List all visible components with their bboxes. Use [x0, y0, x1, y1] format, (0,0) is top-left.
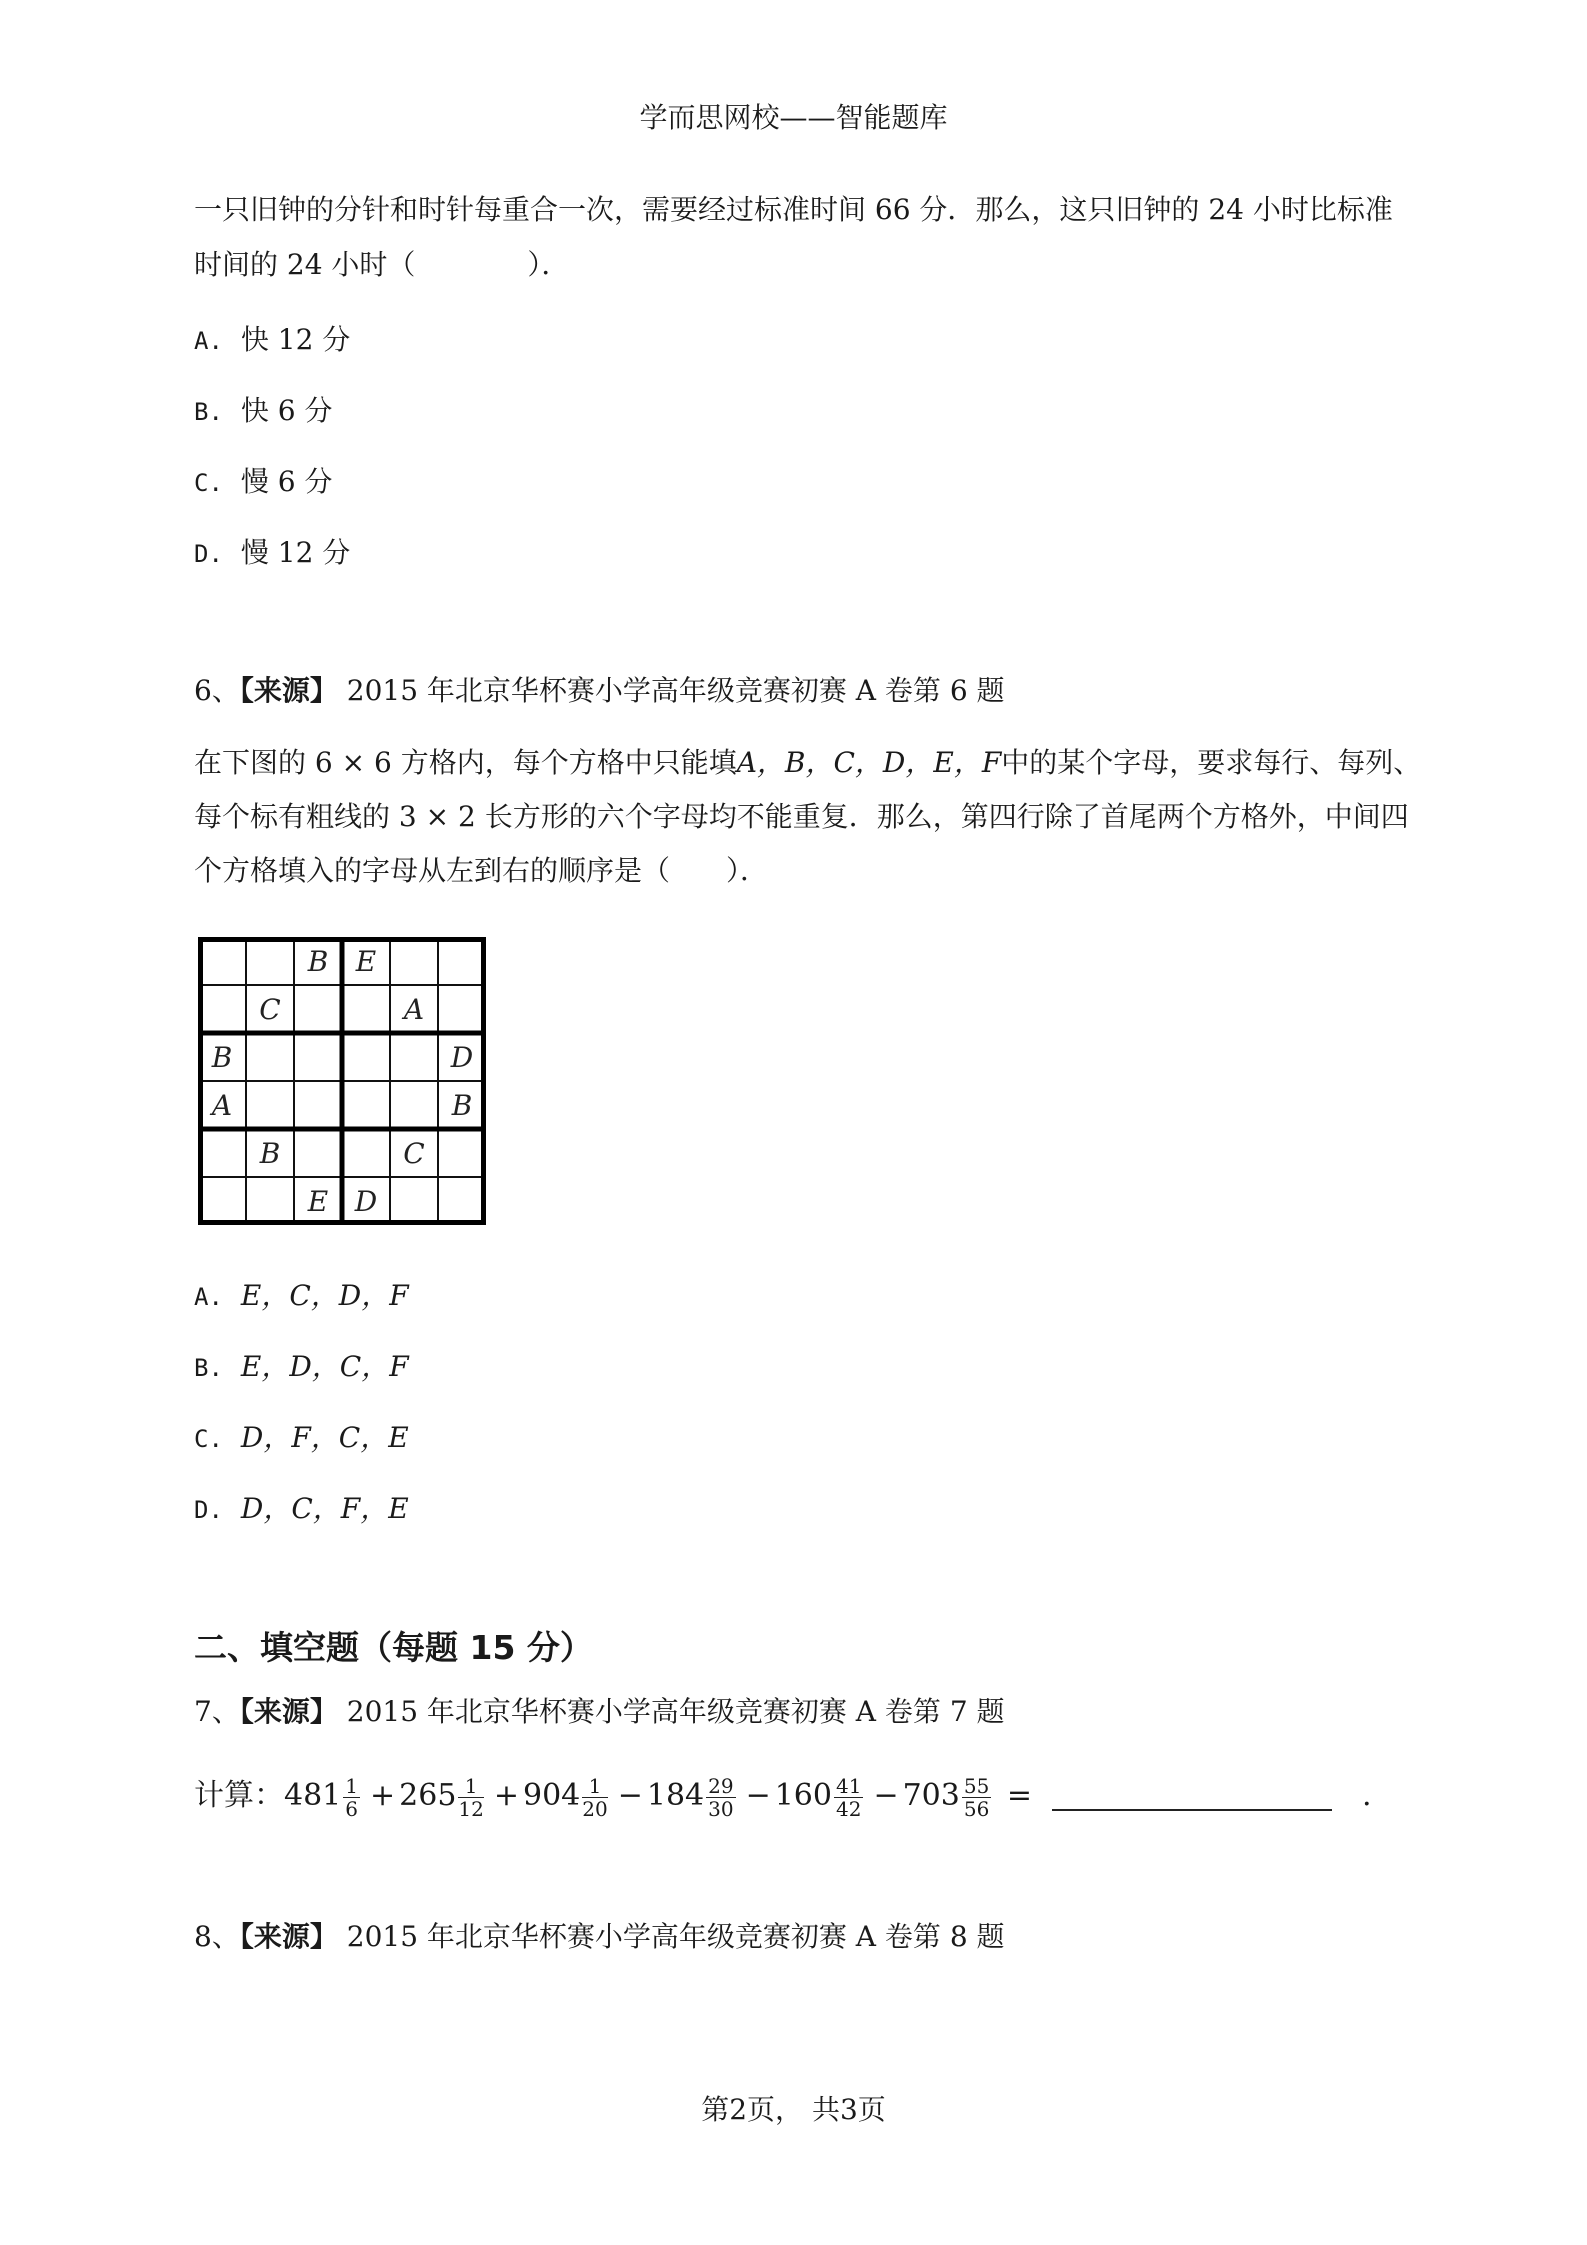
operator: − — [745, 1778, 771, 1813]
grid-cell — [391, 938, 437, 984]
grid-cell — [391, 1034, 437, 1080]
fraction-denominator: 56 — [963, 1796, 990, 1821]
fraction — [582, 1775, 607, 1820]
fraction-numerator: 1 — [458, 1775, 483, 1798]
grid-cell — [295, 1034, 341, 1080]
operator: − — [873, 1778, 899, 1813]
answer-blank[interactable] — [1052, 1783, 1332, 1811]
fraction-numerator: 41 — [835, 1773, 862, 1798]
grid-cell: E — [307, 1184, 329, 1218]
option-text: 快 12 分 — [240, 323, 351, 356]
grid-cell — [343, 1034, 389, 1080]
option-label: B. — [194, 1354, 223, 1382]
q8-source-tag: 【来源】 — [239, 1920, 338, 1953]
grid-cell — [199, 1130, 245, 1176]
q5-stem-line1: 一只旧钟的分针和时针每重合一次，需要经过标准时间 66 分．那么，这只旧钟的 24 小时比标准 — [194, 193, 1393, 226]
q8-number: 8、 — [194, 1920, 240, 1953]
operator: − — [617, 1778, 643, 1813]
grid-cell: C — [259, 992, 281, 1026]
grid-cell: B — [451, 1088, 473, 1122]
operator: + — [370, 1778, 396, 1813]
q6-source: 2015 年北京华杯赛小学高年级竞赛初赛 A 卷第 6 题 — [346, 674, 1005, 707]
grid-cell — [199, 986, 245, 1032]
mixed-number-whole: 184 — [646, 1778, 705, 1813]
fraction — [962, 1775, 991, 1820]
fraction — [458, 1775, 483, 1820]
option-text: 慢 12 分 — [240, 536, 351, 569]
grid-cell — [343, 1082, 389, 1128]
fraction — [834, 1775, 863, 1820]
fraction-numerator: 55 — [963, 1773, 990, 1798]
q7-terms — [284, 1773, 997, 1821]
option-label: D. — [194, 1496, 223, 1524]
grid-cell: D — [354, 1184, 378, 1218]
option-text: E，C，D，F — [240, 1279, 409, 1312]
option-text: 慢 6 分 — [240, 465, 333, 498]
q7-source-line — [194, 1692, 1005, 1732]
q7-expression — [194, 1770, 1372, 1820]
q7-end: . — [1361, 1778, 1372, 1813]
option-text: E，D，C，F — [240, 1350, 409, 1383]
operator: + — [493, 1778, 519, 1813]
page-header-title: 学而思网校——智能题库 — [639, 101, 948, 134]
option-text: 快 6 分 — [240, 394, 333, 427]
q6-option-c[interactable] — [194, 1416, 409, 1456]
fraction — [343, 1775, 360, 1820]
mixed-number-whole: 904 — [523, 1778, 581, 1813]
q6-stem-line2: 每个标有粗线的 3 × 2 长方形的六个字母均不能重复．那么，第四行除了首尾两个方格外，中间四 — [194, 800, 1409, 833]
grid-cell — [247, 1178, 293, 1224]
grid-cell — [295, 1130, 341, 1176]
q8-source: 2015 年北京华杯赛小学高年级竞赛初赛 A 卷第 8 题 — [346, 1920, 1005, 1953]
q6-stem-line1-a: 在下图的 6 × 6 方格内，每个方格中只能填 — [194, 746, 737, 779]
q6-stem-line3: 个方格填入的字母从左到右的顺序是（ ）． — [194, 854, 769, 887]
grid-cell — [295, 986, 341, 1032]
q7-equals: = — [1006, 1778, 1032, 1813]
q6-number: 6、 — [194, 674, 240, 707]
q7-prefix: 计算： — [194, 1778, 284, 1813]
grid-cell — [343, 986, 389, 1032]
q5-option-c[interactable] — [194, 460, 333, 500]
fraction-denominator: 42 — [835, 1796, 862, 1821]
grid-cell — [199, 1178, 245, 1224]
grid-cell — [439, 1130, 485, 1176]
grid-cell — [391, 1178, 437, 1224]
mixed-number-whole: 481 — [284, 1778, 342, 1813]
option-label: A. — [194, 1283, 223, 1311]
page-footer-number: 第2页， 共3页 — [701, 2093, 886, 2126]
q6-source-line — [194, 671, 1005, 711]
mixed-number-whole: 703 — [902, 1778, 960, 1813]
q6-option-a[interactable] — [194, 1274, 409, 1314]
fraction-numerator: 1 — [582, 1775, 607, 1798]
option-label: A. — [194, 327, 223, 355]
grid-cell — [247, 938, 293, 984]
section-title: 二、填空题（每题 15 分） — [194, 1628, 593, 1667]
fraction-numerator: 29 — [708, 1773, 734, 1798]
q6-stem-line1 — [194, 743, 1421, 783]
fraction-numerator: 1 — [345, 1773, 358, 1798]
grid-cell: E — [355, 944, 377, 978]
fraction-denominator: 30 — [708, 1796, 734, 1821]
q5-option-b[interactable] — [194, 389, 333, 429]
grid-cell: B — [211, 1040, 233, 1074]
grid-cell: D — [450, 1040, 474, 1074]
grid-cell: B — [307, 944, 329, 978]
grid-cell: B — [259, 1136, 281, 1170]
mixed-number-whole: 160 — [774, 1778, 832, 1813]
q6-option-d[interactable] — [194, 1487, 409, 1527]
fraction-denominator: 12 — [458, 1796, 484, 1821]
fraction — [706, 1775, 735, 1820]
grid-cell — [343, 1130, 389, 1176]
grid-cell — [439, 938, 485, 984]
mixed-number-whole: 265 — [399, 1778, 457, 1813]
q6-source-tag: 【来源】 — [239, 674, 338, 707]
grid-cell: C — [403, 1136, 425, 1170]
q5-stem-line2: 时间的 24 小时（ ）． — [194, 248, 570, 281]
q5-option-a[interactable] — [194, 318, 350, 358]
q6-stem-letters: A，B，C，D，E，F — [736, 746, 1002, 779]
q6-option-b[interactable] — [194, 1345, 409, 1385]
fraction-denominator: 20 — [582, 1796, 608, 1821]
q6-stem-line1-b: 中的某个字母，要求每行、每列、 — [1001, 746, 1422, 779]
option-label: C. — [194, 469, 223, 497]
grid-cell: A — [211, 1088, 233, 1122]
grid-cell — [247, 1034, 293, 1080]
option-text: D，F，C，E — [240, 1421, 409, 1454]
sudoku-grid — [198, 937, 486, 1225]
q7-number: 7、 — [194, 1695, 240, 1728]
option-label: C. — [194, 1425, 223, 1453]
grid-cell: A — [403, 992, 425, 1026]
grid-cell — [295, 1082, 341, 1128]
option-text: D，C，F，E — [240, 1492, 409, 1525]
q7-source: 2015 年北京华杯赛小学高年级竞赛初赛 A 卷第 7 题 — [346, 1695, 1005, 1728]
q5-option-d[interactable] — [194, 531, 350, 571]
fraction-denominator: 6 — [345, 1796, 358, 1821]
q8-source-line — [194, 1917, 1005, 1957]
option-label: D. — [194, 540, 223, 568]
q7-source-tag: 【来源】 — [239, 1695, 338, 1728]
grid-cell — [247, 1082, 293, 1128]
grid-cell — [439, 986, 485, 1032]
option-label: B. — [194, 398, 223, 426]
grid-cell — [439, 1178, 485, 1224]
grid-cell — [391, 1082, 437, 1128]
grid-cell — [199, 938, 245, 984]
